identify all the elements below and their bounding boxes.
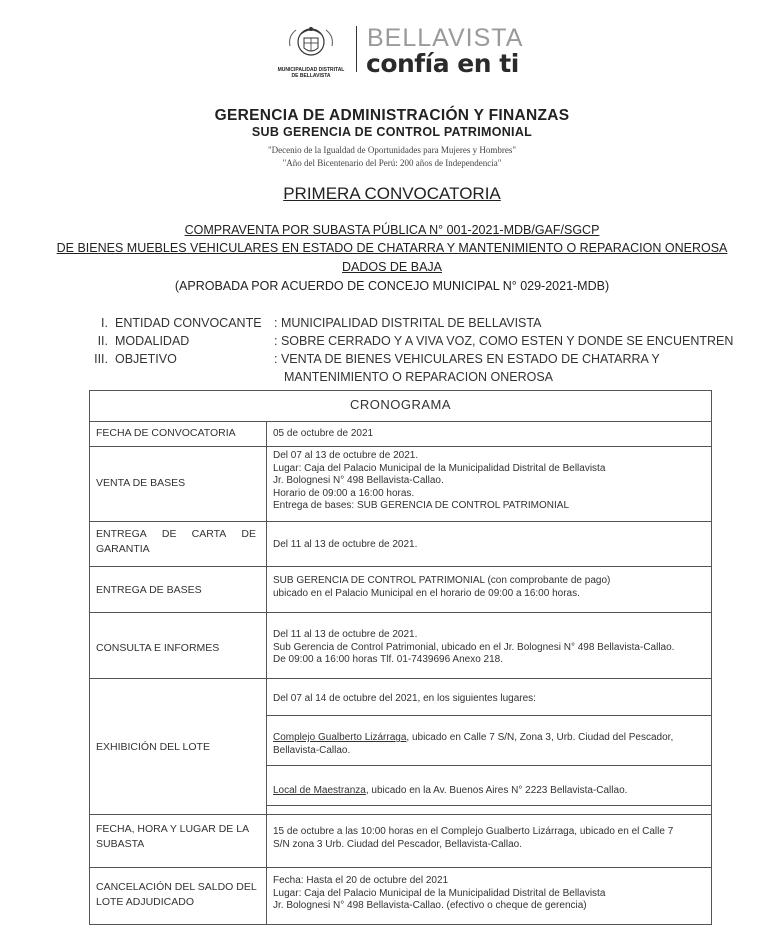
section-value: : MUNICIPALIDAD DISTRITAL DE BELLAVISTA [274,316,542,330]
motto-line-1: "Decenio de la Igualdad de Oportunidades para Mujeres y Hombres" [267,145,516,155]
brand-slogan: confía en ti [366,49,519,78]
section-value-continued: MANTENIMIENTO O REPARACION ONEROSA [284,370,554,384]
text-line: SUB GERENCIA DE CONTROL PATRIMONIAL (con comprobante de pago) [273,575,611,586]
section-label: MODALIDAD [115,334,190,348]
logo-caption-line2: DE BELLAVISTA [291,73,331,79]
text-line: ubicado en el Palacio Municipal en el horario de 09:00 a 16:00 horas. [273,587,580,599]
place-name: Complejo Gualberto Lizárraga [273,732,407,743]
place-address: , ubicado en la Av. Buenos Aires N° 2223 Bellavista-Callao. [365,785,628,796]
row-label-subasta [96,822,249,852]
label-line: FECHA, HORA Y LUGAR DE LA [96,823,250,835]
row-value-exhibicion-intro: Del 07 al 14 de octubre del 2021, en los siguientes lugares: [273,693,536,704]
row-value-exhibicion-place2 [273,785,627,798]
section-value: : SOBRE CERRADO Y A VIVA VOZ, COMO ESTEN Y DONDE SE ENCUENTREN [274,334,734,348]
row-value-subasta [273,826,673,851]
section-number: I. [101,316,108,330]
row-value-entrega-bases [273,575,610,600]
row-value-exhibicion-place1 [273,732,673,757]
convocatoria-line-4: (APROBADA POR ACUERDO DE CONCEJO MUNICIPAL N° 029-2021-MDB) [174,279,610,293]
text-line: Jr. Bolognesi N° 498 Bellavista-Callao. [273,475,444,486]
logo-caption [272,67,350,79]
row-value-cancelacion [273,875,605,913]
cronograma-title: CRONOGRAMA [349,397,452,412]
text-line: Sub Gerencia de Control Patrimonial, ubicado en el Jr. Bolognesi N° 498 Bellavista-Callao. [273,641,675,653]
text-line: Lugar: Caja del Palacio Municipal de la Municipalidad Distrital de Bellavista [273,462,606,474]
page-subtitle: SUB GERENCIA DE CONTROL PATRIMONIAL [251,125,533,139]
label-word: DE [241,528,256,540]
section-label: ENTIDAD CONVOCANTE [115,316,262,330]
logo-caption-line1: MUNICIPALIDAD DISTRITAL [277,67,345,73]
motto-line-2: "Año del Bicentenario del Perú: 200 años de Independencia" [282,158,502,168]
label-word: ENTREGA [96,528,147,540]
label-line: CANCELACIÓN DEL SALDO DEL [96,881,257,893]
row-value-venta-bases [273,450,605,513]
row-label-cancelacion [96,880,257,910]
row-label-exhibicion: EXHIBICIÓN DEL LOTE [96,741,210,753]
row-label-entrega-carta [96,527,256,557]
page-title: GERENCIA DE ADMINISTRACIÓN Y FINANZAS [214,107,570,124]
text-line: Entrega de bases: SUB GERENCIA DE CONTROL PATRIMONIAL [273,500,570,511]
row-label-entrega-bases: ENTREGA DE BASES [96,584,202,596]
label-word: CARTA [191,528,227,540]
convocatoria-line-1: COMPRAVENTA POR SUBASTA PÚBLICA N° 001-2021-MDB/GAF/SGCP [184,223,600,237]
text-line: Jr. Bolognesi N° 498 Bellavista-Callao. (efectivo o cheque de gerencia) [273,900,587,911]
place-name: Local de Maestranza [273,785,366,796]
row-label-consulta: CONSULTA E INFORMES [96,642,220,654]
logo-divider [356,26,357,72]
text-line: Fecha: Hasta el 20 de octubre del 2021 [273,875,449,886]
label-word: DE [161,528,177,540]
section-label: OBJETIVO [115,352,177,366]
label-line: GARANTIA [96,543,150,555]
municipal-emblem-icon [284,24,338,58]
cronograma-table [89,390,712,925]
section-number: III. [94,352,108,366]
row-value-fecha-convocatoria: 05 de octubre de 2021 [273,428,374,439]
text-line: 15 de octubre a las 10:00 horas en el Complejo Gualberto Lizárraga, ubicado en el Calle 7 [273,826,674,837]
label-line: LOTE ADJUDICADO [96,896,195,908]
place-address-line: Bellavista-Callao. [273,744,351,756]
label-line: SUBASTA [96,838,145,850]
row-label-venta-bases: VENTA DE BASES [96,477,186,489]
row-label-fecha-convocatoria: FECHA DE CONVOCATORIA [96,427,236,439]
text-line: Lugar: Caja del Palacio Municipal de la Municipalidad Distrital de Bellavista [273,887,606,899]
text-line: S/N zona 3 Urb. Ciudad del Pescador, Bellavista-Callao. [273,838,523,850]
section-number: II. [97,334,108,348]
text-line: Horario de 09:00 a 16:00 horas. [273,487,415,499]
text-line: Del 11 al 13 de octubre de 2021. [273,629,418,640]
text-line: De 09:00 a 16:00 horas Tlf. 01-7439696 Anexo 218. [273,654,503,665]
row-value-entrega-carta: Del 11 al 13 de octubre de 2021. [273,539,418,550]
convocatoria-title: PRIMERA CONVOCATORIA [283,184,501,203]
convocatoria-line-2: DE BIENES MUEBLES VEHICULARES EN ESTADO DE CHATARRA Y MANTENIMIENTO O REPARACION ONEROSA [56,241,728,255]
brand-name: BELLAVISTA [367,24,524,52]
text-line: Del 07 al 13 de octubre de 2021. [273,450,419,461]
section-value: : VENTA DE BIENES VEHICULARES EN ESTADO DE CHATARRA Y [274,352,660,366]
place-address: , ubicado en Calle 7 S/N, Zona 3, Urb. Ciudad del Pescador, [406,732,674,743]
row-value-consulta [273,629,674,667]
convocatoria-line-3: DADOS DE BAJA [341,260,443,274]
